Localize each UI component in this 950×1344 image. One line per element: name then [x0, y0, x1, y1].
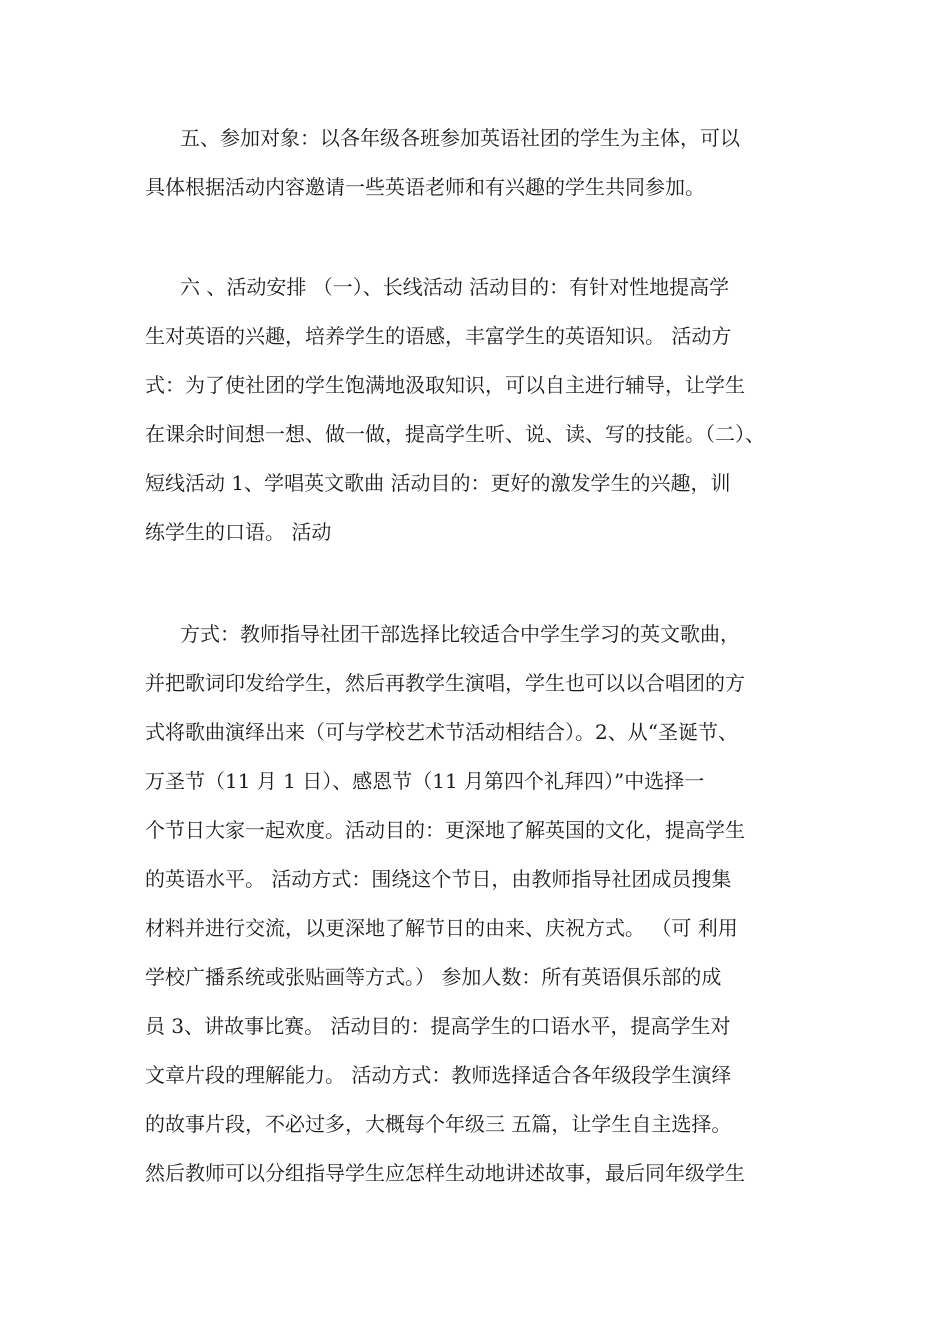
paragraph-participants: [145, 114, 810, 212]
text-line: 在课余时间想一想、做一做，提高学生听、说、读、写的技能。（二）、: [145, 422, 765, 446]
text-line: 生对英语的兴趣，培养学生的语感，丰富学生的英语知识。 活动方: [145, 324, 732, 348]
text-line: 的英语水平。 活动方式：围绕这个节日，由教师指导社团成员搜集: [145, 867, 732, 891]
text-line: 式：为了使社团的学生饱满地汲取知识，可以自主进行辅导，让学生: [145, 373, 745, 397]
text-line: 万圣节（11 月 1 日）、感恩节（11 月第四个礼拜四）”中选择一: [145, 769, 705, 793]
text-line: 五、参加对象：以各年级各班参加英语社团的学生为主体，可以: [180, 126, 740, 150]
text-line: 员 3、讲故事比赛。 活动目的：提高学生的口语水平，提高学生对: [145, 1014, 731, 1038]
text-line: 然后教师可以分组指导学生应怎样生动地讲述故事，最后同年级学生: [145, 1161, 745, 1185]
text-line: 六 、活动安排 （一）、长线活动 活动目的：有针对性地提高学: [180, 275, 730, 299]
text-line: 的故事片段，不必过多，大概每个年级三 五篇，让学生自主选择。: [145, 1112, 732, 1136]
text-line: 方式：教师指导社团干部选择比较适合中学生学习的英文歌曲，: [180, 622, 740, 646]
text-line: 学校广播系统或张贴画等方式。） 参加人数：所有英语俱乐部的成: [145, 965, 722, 989]
paragraph-activity-methods: [145, 610, 810, 1198]
text-line: 练学生的口语。 活动: [145, 520, 332, 544]
text-line: 个节日大家一起欢度。活动目的：更深地了解英国的文化，提高学生: [145, 818, 745, 842]
paragraph-activity-arrangement: [145, 263, 810, 557]
text-line: 并把歌词印发给学生，然后再教学生演唱，学生也可以以合唱团的方: [145, 671, 745, 695]
text-line: 短线活动 1、学唱英文歌曲 活动目的：更好的激发学生的兴趣，训: [145, 471, 731, 495]
text-line: 具体根据活动内容邀请一些英语老师和有兴趣的学生共同参加。: [145, 175, 705, 199]
text-line: 文章片段的理解能力。 活动方式：教师选择适合各年级段学生演绎: [145, 1063, 732, 1087]
text-line: 材料并进行交流，以更深地了解节日的由来、庆祝方式。 （可 利用: [145, 916, 738, 940]
text-line: 式将歌曲演绎出来（可与学校艺术节活动相结合）。2、从“圣诞节、: [145, 720, 738, 744]
